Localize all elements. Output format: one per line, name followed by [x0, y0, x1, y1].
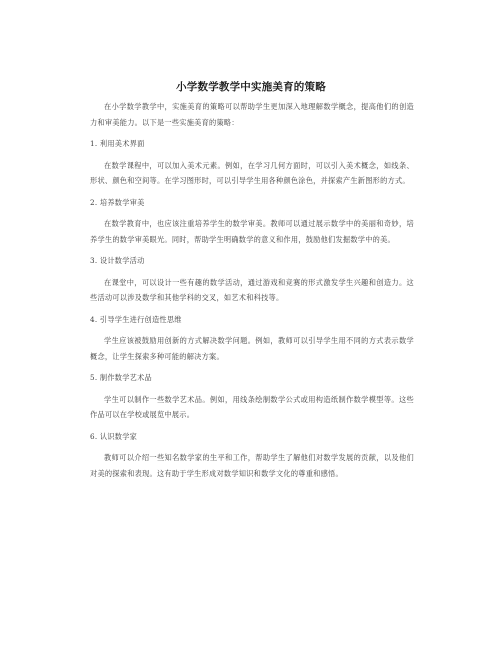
- intro-paragraph: 在小学数学教学中，实施美育的策略可以帮助学生更加深入地理解数学概念，提高他们的创造力和审美能力。以下是一些实施美育的策略：: [90, 102, 414, 127]
- document-body: [90, 99, 414, 487]
- section-heading-1: 1. 利用美术界面: [90, 139, 145, 148]
- document-title: 小学数学教学中实施美育的策略: [176, 81, 326, 93]
- section-heading-4: 4. 引导学生进行创造性思维: [90, 314, 182, 324]
- section-body-3: 在课堂中，可以设计一些有趣的数学活动，通过游戏和竞赛的形式激发学生兴趣和创造力。这些活动可以涉及数学和其他学科的交叉，如艺术和科技等。: [90, 277, 414, 302]
- section-body-2: 在数学教育中，也应该注重培养学生的数学审美。教师可以通过展示数学中的美丽和奇妙，培养学生的数学审美眼光。同时，帮助学生明确数学的意义和作用，鼓励他们发掘数学中的美。: [90, 219, 414, 244]
- section-heading-2: 2. 培养数学审美: [90, 197, 145, 207]
- section-body-5: 学生可以制作一些数学艺术品。例如，用线条绘制数学公式或用构造纸制作数学模型等。这些作品可以在学校或展览中展示。: [90, 394, 414, 419]
- section-heading-6: 6. 认识数学家: [90, 431, 138, 441]
- section-heading-3: 3. 设计数学活动: [90, 256, 145, 265]
- section-heading-5: 5. 制作数学艺术品: [90, 373, 152, 382]
- section-body-1: 在数学课程中，可以加入美术元素。例如，在学习几何方面时，可以引入美术概念，如线条、形状、颜色和空间等。在学习图形时，可以引导学生用各种颜色涂色，并探索产生新图形的方式。: [90, 160, 414, 185]
- section-body-4: 学生应该被鼓励用创新的方式解决数学问题。例如，教师可以引导学生用不同的方式表示数学概念，让学生探索多种可能的解决方案。: [90, 336, 414, 361]
- section-body-6: 教师可以介绍一些知名数学家的生平和工作，帮助学生了解他们对数学发展的贡献，以及他们对美的探索和表现。这有助于学生形成对数学知识和数学文化的尊重和感悟。: [90, 453, 414, 478]
